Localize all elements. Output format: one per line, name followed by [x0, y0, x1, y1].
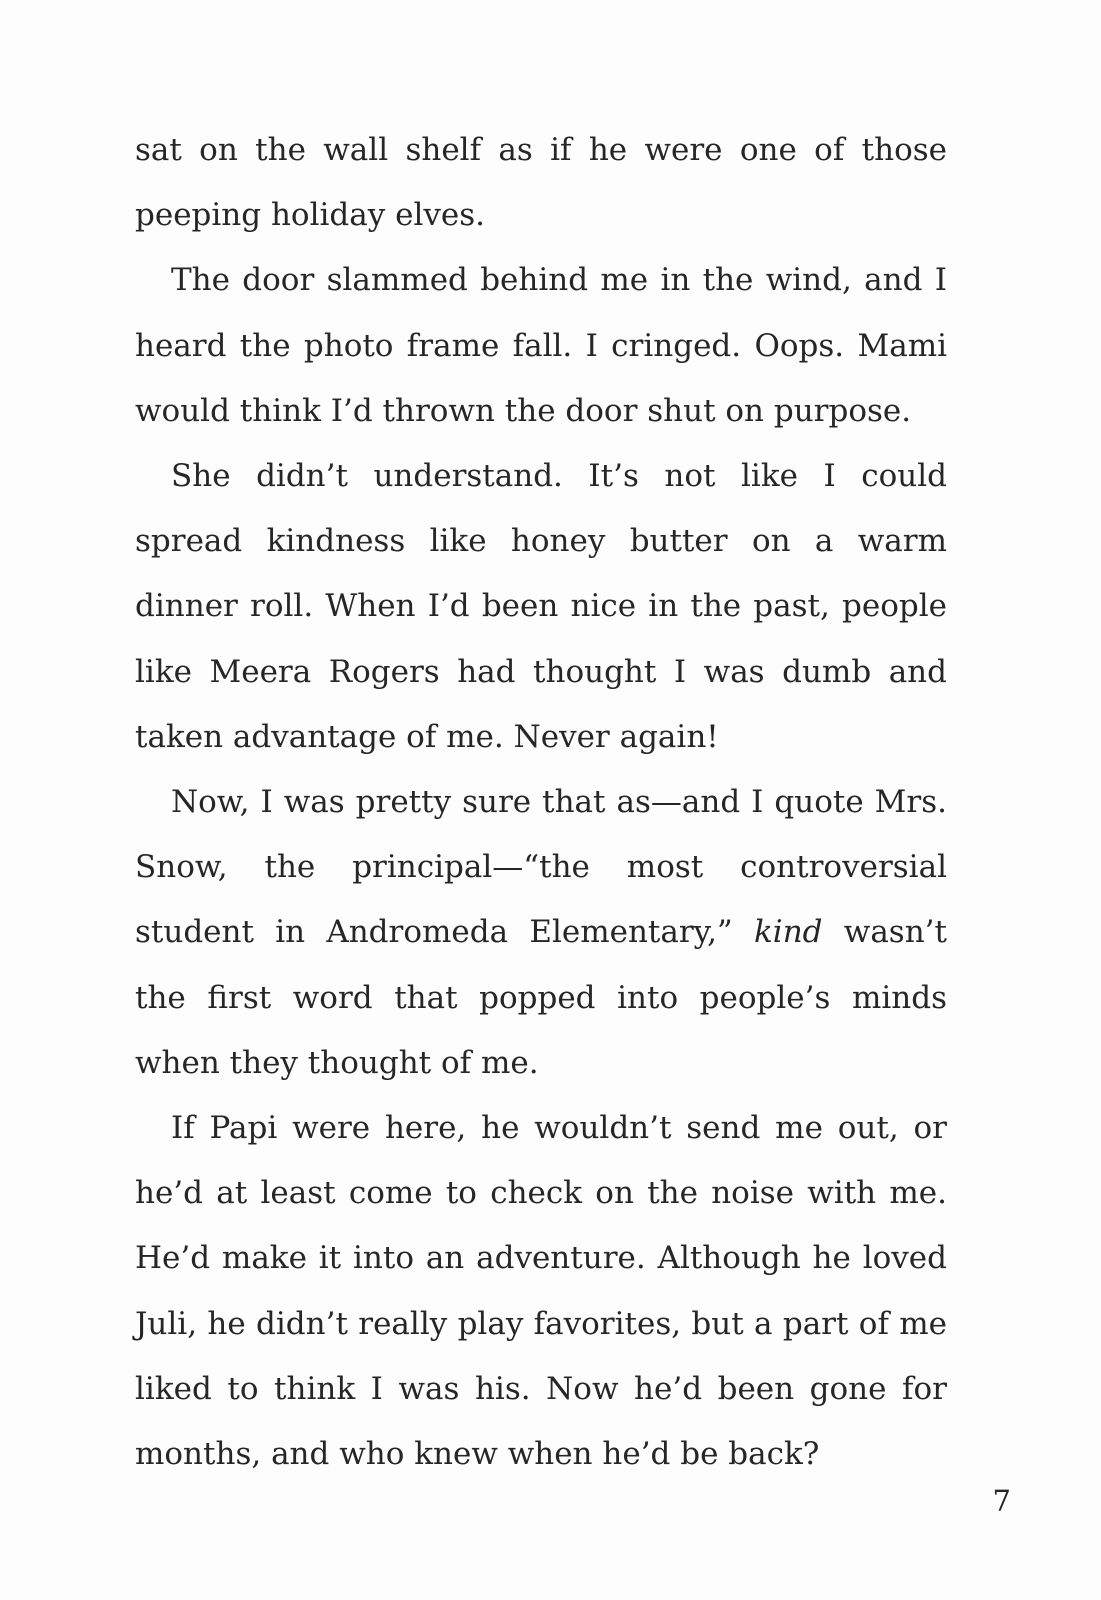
paragraph-4: [135, 770, 947, 1096]
paragraph-4-text-after: wasn’t the first word that popped into people’s minds when they thought of me.: [135, 914, 947, 1081]
italic-word-kind: kind: [754, 914, 823, 951]
paragraph-1: sat on the wall shelf as if he were one of those peeping holiday elves.: [135, 132, 947, 234]
paragraph-5: If Papi were here, he wouldn’t send me out, or he’d at least come to check on the noise with me. He’d make it into an adventure. Although he loved Juli, he didn’t really play favorites, but a part of me liked to think I was his. Now he’d been gone for months, and who knew when he’d be back?: [135, 1110, 947, 1473]
page-number: 7: [992, 1484, 1011, 1518]
paragraph-2: The door slammed behind me in the wind, and I heard the photo frame fall. I cringed. Oops. Mami would think I’d thrown the door shut on purpose.: [135, 262, 947, 429]
paragraph-3: She didn’t understand. It’s not like I could spread kindness like honey butter on a warm dinner roll. When I’d been nice in the past, people like Meera Rogers had thought I was dumb and taken advantage of me. Never again!: [135, 458, 947, 755]
body-text: [135, 118, 947, 1487]
paragraph-4-text-before: Now, I was pretty sure that as—and I quote Mrs. Snow, the principal—“the most controversial student in Andromeda Elementary,”: [135, 784, 947, 951]
